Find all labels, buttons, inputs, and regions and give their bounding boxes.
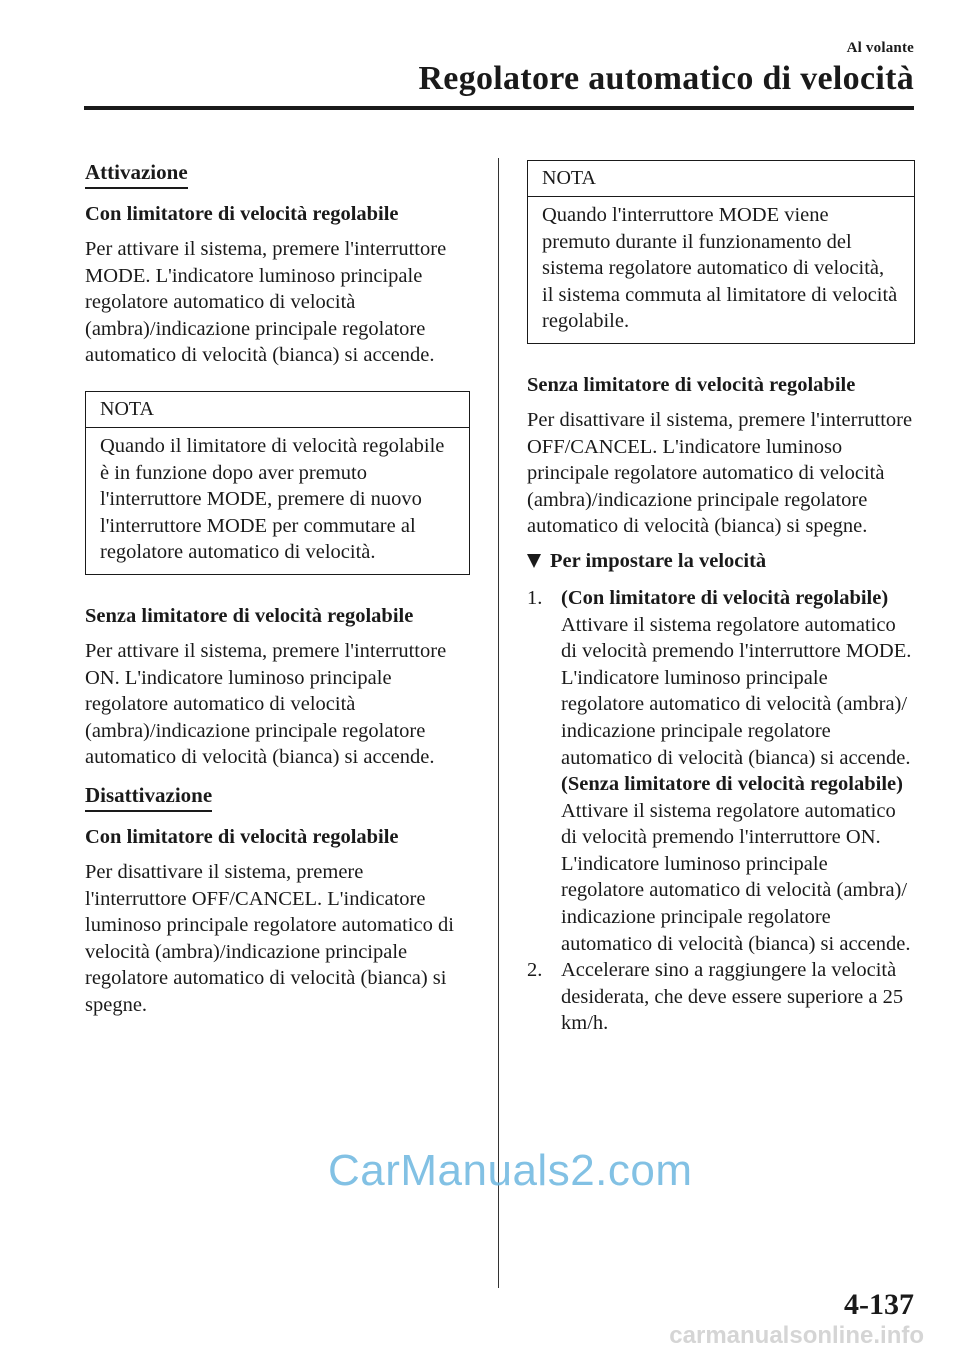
nota-label: NOTA (528, 161, 914, 197)
nota-box-right (527, 160, 915, 344)
nota-text: Quando il limitatore di velocità regolabile è in funzione dopo aver premuto l'interruttore MODE, premere di nuovo l'interruttore MODE per commutare al regolatore automatico di velocità. (100, 434, 445, 564)
step-text: Attivare il sistema regolatore automatico di velocità premendo l'interruttore MODE. L'indicatore luminoso principale regolatore automatico di velocità (ambra)/ indicazione principale regolatore automatico di velocità (bianca) si accende. (561, 613, 912, 769)
list-number: 2. (527, 959, 543, 982)
heading-set-speed-label: Per impostare la velocità (550, 549, 767, 572)
step-text: Accelerare sino a raggiungere la velocità desiderata, che deve essere superiore a 25 km/h. (561, 959, 904, 1035)
list-item (527, 957, 915, 1037)
subheading-with-limiter: Con limitatore di velocità regolabile (85, 203, 399, 225)
paragraph-deactivate-with-limiter: Per disattivare il sistema, premere l'interruttore OFF/CANCEL. L'indicatore luminoso principale regolatore automatico di velocità (ambra)/indicazione principale regolatore automatico di velocità (bianca) si spegne. (85, 860, 454, 1016)
heading-disattivazione: Disattivazione (85, 783, 212, 812)
step-text: Attivare il sistema regolatore automatico di velocità premendo l'interruttore ON. L'indicatore luminoso principale regolatore automatico di velocità (ambra)/ indicazione principale regolatore automatico di velocità (bianca) si accende. (561, 799, 911, 955)
nota-label: NOTA (86, 392, 469, 428)
step-condition: (Con limitatore di velocità regolabile) (561, 586, 889, 609)
subheading-deactivate-without-limiter: Senza limitatore di velocità regolabile (527, 373, 856, 396)
header-rule (84, 106, 914, 110)
footer-watermark: carmanualsonline.info (669, 1322, 924, 1349)
column-divider (498, 158, 499, 1288)
paragraph-activate-with-limiter: Per attivare il sistema, premere l'interruttore MODE. L'indicatore luminoso principale regolatore automatico di velocità (ambra)/indicazione principale regolatore automatico di velocità (bianca) si accende. (85, 238, 447, 367)
heading-set-speed (527, 550, 915, 573)
page-title: Regolatore automatico di velocità (418, 60, 914, 97)
right-column (527, 160, 915, 1037)
left-column (85, 160, 470, 1028)
step-condition: (Senza limitatore di velocità regolabile) (561, 773, 903, 796)
subheading-without-limiter: Senza limitatore di velocità regolabile (85, 604, 414, 627)
list-item (527, 585, 915, 957)
subheading-deactivate-with-limiter: Con limitatore di velocità regolabile (85, 825, 399, 848)
heading-attivazione: Attivazione (85, 160, 188, 189)
list-number: 1. (527, 586, 543, 609)
header-section: Al volante (846, 40, 914, 56)
paragraph-activate-without-limiter: Per attivare il sistema, premere l'interruttore ON. L'indicatore luminoso principale regolatore automatico di velocità (ambra)/indicazione principale regolatore automatico di velocità (bianca) si accende. (85, 639, 447, 769)
page-number: 4-137 (844, 1288, 914, 1321)
paragraph-deactivate-without-limiter: Per disattivare il sistema, premere l'interruttore OFF/CANCEL. L'indicatore luminoso principale regolatore automatico di velocità (ambra)/indicazione principale regolatore automatico di velocità (bianca) si spegne. (527, 408, 913, 538)
triangle-bullet-icon (527, 554, 541, 568)
nota-box-left (85, 391, 470, 575)
watermark: CarManuals2.com (328, 1146, 693, 1195)
nota-text: Quando l'interruttore MODE viene premuto durante il funzionamento del sistema regolatore automatico di velocità, il sistema commuta al limitatore di velocità regolabile. (542, 204, 898, 333)
